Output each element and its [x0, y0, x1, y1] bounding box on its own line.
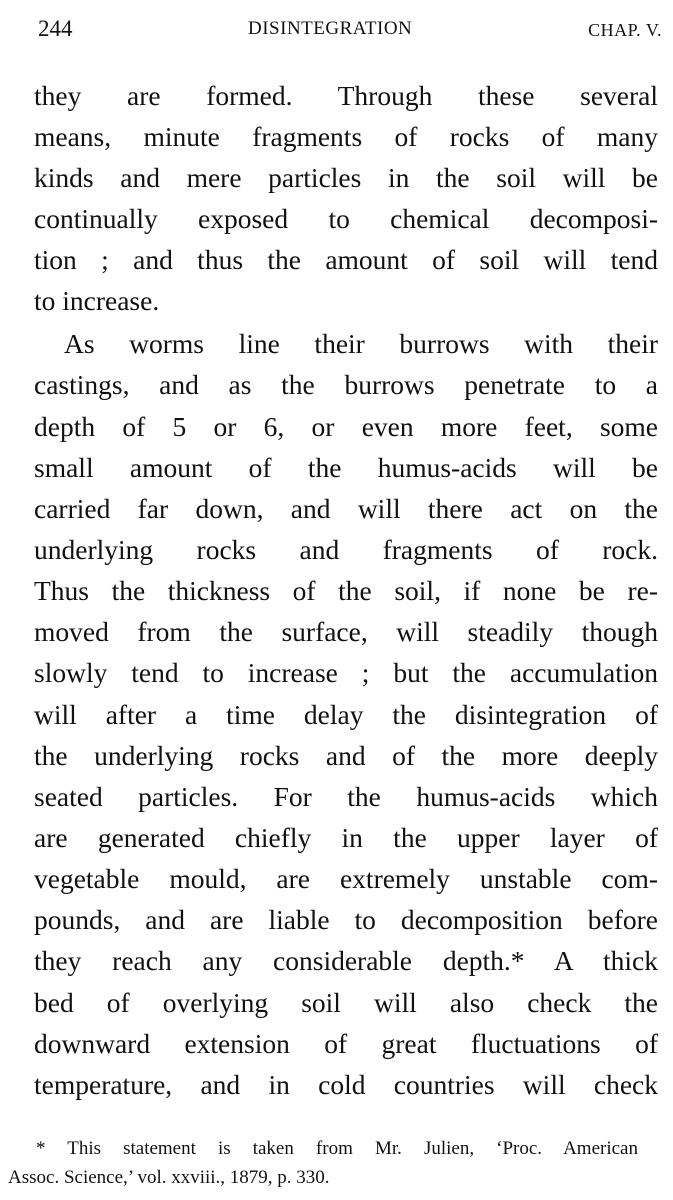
text-line: downward extension of great fluctuations of — [34, 1028, 658, 1059]
page-header — [38, 10, 662, 50]
text-line: to increase. — [34, 285, 160, 316]
text-line: Thus the thickness of the soil, if none be re- — [34, 575, 658, 606]
footnote-line: Assoc. Science,’ vol. xxviii., 1879, p. 330. — [8, 1167, 330, 1188]
text-line: underlying rocks and fragments of rock. — [34, 534, 658, 565]
footnote-line: * This statement is taken from Mr. Julien, ‘Proc. American — [36, 1138, 638, 1159]
text-line: will after a time delay the disintegration of — [34, 699, 658, 730]
text-line: they reach any considerable depth.* A thick — [34, 945, 658, 976]
text-line: moved from the surface, will steadily though — [34, 616, 658, 647]
text-line: the underlying rocks and of the more deeply — [34, 740, 658, 771]
text-line: temperature, and in cold countries will check — [34, 1069, 658, 1100]
text-line: they are formed. Through these several — [34, 80, 658, 111]
running-head: DISINTEGRATION — [248, 18, 413, 39]
text-line: castings, and as the burrows penetrate to a — [34, 369, 658, 400]
text-line: small amount of the humus-acids will be — [34, 452, 658, 483]
text-line: carried far down, and will there act on the — [34, 493, 658, 524]
text-line: seated particles. For the humus-acids which — [34, 781, 658, 812]
page-number: 244 — [38, 16, 73, 41]
text-line: are generated chiefly in the upper layer of — [34, 822, 658, 853]
text-line: depth of 5 or 6, or even more feet, some — [34, 411, 658, 442]
text-line: bed of overlying soil will also check the — [34, 987, 658, 1018]
text-line: tion ; and thus the amount of soil will tend — [34, 244, 658, 275]
text-line: kinds and mere particles in the soil will be — [34, 162, 658, 193]
text-line: means, minute fragments of rocks of many — [34, 121, 658, 152]
text-line: slowly tend to increase ; but the accumulation — [34, 657, 658, 688]
text-line: vegetable mould, are extremely unstable com- — [34, 863, 658, 894]
text-line: As worms line their burrows with their — [64, 328, 658, 359]
text-line: pounds, and are liable to decomposition before — [34, 904, 658, 935]
chapter-label: CHAP. V. — [588, 20, 662, 40]
text-line: continually exposed to chemical decomposi- — [34, 203, 658, 234]
